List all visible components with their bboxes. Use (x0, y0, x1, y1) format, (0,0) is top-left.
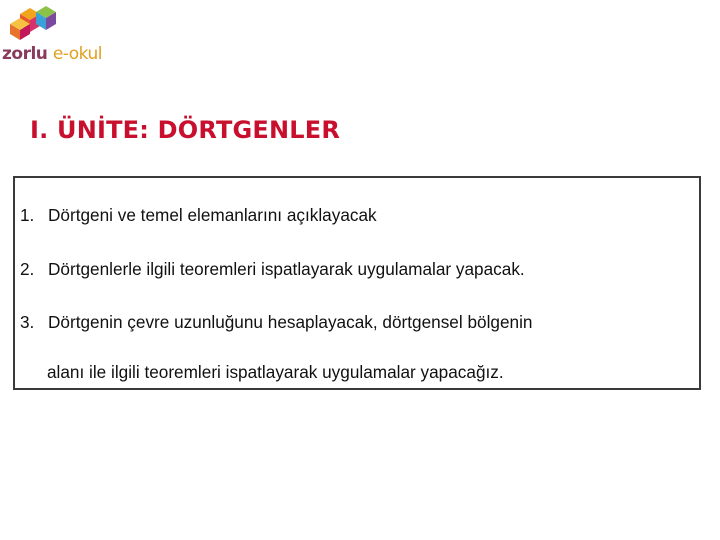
objective-text: Dörtgenin çevre uzunluğunu hesaplayacak, dörtgensel bölgenin (48, 312, 533, 332)
zorlu-eokul-logo (2, 4, 102, 64)
objective-number: 1. (20, 205, 35, 225)
logo-cube-icon (6, 4, 68, 44)
objective-item-1 (20, 203, 691, 227)
logo-word-eokul: e-okul (52, 44, 102, 64)
objective-item-3-continuation: alanı ile ilgili teoremleri ispatlayarak uygulamalar yapacağız. (47, 362, 504, 382)
objective-number: 2. (20, 259, 35, 279)
objective-text: Dörtgeni ve temel elemanlarını açıklayacak (48, 205, 377, 225)
logo-word-zorlu: zorlu (2, 44, 48, 64)
objective-number: 3. (20, 312, 35, 332)
objectives-box (13, 176, 701, 390)
objective-item-2 (20, 257, 691, 281)
unit-title: I. ÜNİTE: DÖRTGENLER (30, 116, 341, 144)
objective-item-3 (20, 310, 691, 334)
objective-text: Dörtgenlerle ilgili teoremleri ispatlayarak uygulamalar yapacak. (48, 259, 525, 279)
